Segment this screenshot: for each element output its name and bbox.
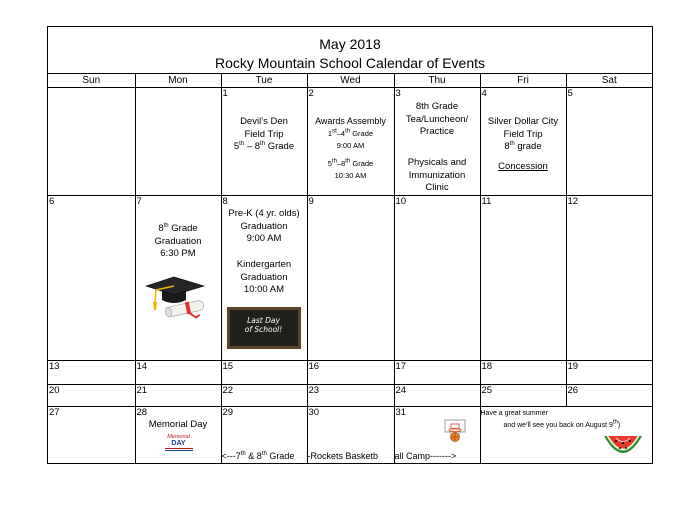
week-row-3 — [48, 361, 652, 385]
weekday-tue: Tue — [221, 74, 307, 88]
calendar-grid — [48, 73, 652, 464]
summer-message-line1: Have a great summer — [480, 410, 548, 417]
event-line: Field Trip — [244, 128, 284, 140]
day-number: 29 — [222, 407, 234, 418]
day-number: 23 — [308, 385, 320, 396]
week-row-4 — [48, 385, 652, 407]
event-line: 10:00 AM — [243, 284, 285, 295]
chalkboard-text: Last Day of School! — [230, 310, 298, 346]
day-cell-empty — [48, 88, 135, 196]
day-cell-15 — [221, 361, 307, 385]
day-cell-7 — [135, 196, 221, 361]
day-number: 2 — [308, 88, 314, 99]
basketball-hoop-icon — [444, 419, 466, 443]
event-line: 10:30 AM — [334, 170, 367, 180]
day-number: 12 — [567, 196, 579, 207]
day-number: 15 — [222, 361, 234, 372]
day-number: 17 — [395, 361, 407, 372]
day-cell-2 — [307, 88, 394, 196]
event-8th-grade-tea — [395, 101, 480, 139]
event-line: Immunization — [408, 169, 466, 181]
day-cell-27 — [48, 407, 135, 464]
day-number: 21 — [136, 385, 148, 396]
day-cell-30 — [307, 407, 394, 464]
day-number: 16 — [308, 361, 320, 372]
day-cell-24 — [394, 385, 480, 407]
day-cell-20 — [48, 385, 135, 407]
day-number: 11 — [481, 196, 492, 207]
event-line: 8th Grade — [415, 101, 459, 112]
event-line: Tea/Luncheon/ — [405, 113, 469, 125]
calendar-title — [48, 27, 652, 73]
day-number: 20 — [49, 385, 60, 396]
event-silver-dollar-city — [481, 116, 566, 173]
day-number: 1 — [222, 88, 228, 99]
event-line: 1st–4th Grade — [327, 128, 374, 138]
summer-message-line2: and we’ll see you back on August 9th) — [503, 419, 621, 429]
weekday-wed: Wed — [307, 74, 394, 88]
weekday-sat: Sat — [566, 74, 652, 88]
day-cell-21 — [135, 385, 221, 407]
weekday-mon: Mon — [135, 74, 221, 88]
calendar-school-title: Rocky Mountain School Calendar of Events — [214, 55, 486, 71]
day-number: 14 — [136, 361, 148, 372]
day-cell-16 — [307, 361, 394, 385]
event-line: Physicals and — [407, 157, 467, 168]
day-number: 5 — [567, 88, 573, 99]
day-cell-14 — [135, 361, 221, 385]
event-concession: Concession — [498, 160, 548, 172]
calendar-month-title: May 2018 — [319, 36, 381, 52]
day-cell-25 — [480, 385, 566, 407]
weekday-thu: Thu — [394, 74, 480, 88]
day-cell-summer-message — [480, 407, 652, 464]
day-number: 3 — [395, 88, 401, 99]
event-line: 5th – 8th Grade — [233, 140, 295, 152]
event-line: Graduation — [240, 220, 288, 232]
event-line: Pre-K (4 yr. olds) — [228, 208, 300, 219]
day-number: 8 — [222, 196, 228, 207]
day-cell-1 — [221, 88, 307, 196]
day-cell-empty — [135, 88, 221, 196]
day-number: 25 — [481, 385, 493, 396]
day-cell-13 — [48, 361, 135, 385]
day-number: 24 — [395, 385, 407, 396]
event-kindergarten-graduation — [222, 259, 307, 297]
day-number: 13 — [49, 361, 60, 372]
day-cell-4 — [480, 88, 566, 196]
day-number: 22 — [222, 385, 234, 396]
event-line: 6:30 PM — [160, 248, 196, 259]
event-line: Clinic — [425, 182, 449, 193]
calendar — [47, 26, 653, 464]
day-number: 18 — [481, 361, 493, 372]
week-row-5 — [48, 407, 652, 464]
event-line: 9:00 AM — [336, 140, 365, 150]
event-line: Field Trip — [503, 128, 543, 140]
basketball-camp-part2: -Rockets Basketb — [307, 450, 379, 461]
basketball-camp-part1: <---7th & 8th Grade — [221, 450, 295, 461]
day-number: 19 — [567, 361, 579, 372]
event-line: 8th grade — [504, 140, 542, 152]
day-cell-12 — [566, 196, 652, 361]
day-number: 30 — [308, 407, 320, 418]
event-line: Kindergarten — [236, 259, 292, 270]
event-devils-den — [222, 116, 307, 154]
day-cell-22 — [221, 385, 307, 407]
basketball-camp-part3: all Camp-------> — [394, 450, 457, 461]
event-memorial-day: Memorial Day — [148, 419, 208, 430]
day-cell-11 — [480, 196, 566, 361]
day-cell-8 — [221, 196, 307, 361]
event-physicals-clinic — [395, 157, 480, 195]
day-cell-10 — [394, 196, 480, 361]
weekday-fri: Fri — [480, 74, 566, 88]
watermelon-icon — [602, 430, 644, 462]
event-line: Awards Assembly — [315, 116, 386, 126]
day-cell-3 — [394, 88, 480, 196]
day-number: 7 — [136, 196, 142, 207]
event-line: Devil’s Den — [240, 116, 288, 127]
event-prek-graduation — [222, 208, 307, 246]
event-line: 9:00 AM — [246, 233, 282, 244]
event-line: Graduation — [154, 235, 202, 247]
day-cell-9 — [307, 196, 394, 361]
day-cell-23 — [307, 385, 394, 407]
event-line: Practice — [419, 126, 455, 137]
day-number: 10 — [395, 196, 407, 207]
weekday-header-row — [48, 74, 652, 88]
event-awards-assembly — [308, 115, 394, 182]
day-cell-6 — [48, 196, 135, 361]
graduation-cap-diploma-icon — [142, 274, 208, 320]
day-number: 9 — [308, 196, 314, 207]
memorial-day-logo: Memorial DAY — [165, 434, 193, 454]
day-cell-31 — [394, 407, 480, 464]
day-number: 27 — [49, 407, 60, 418]
day-number: 31 — [395, 407, 407, 418]
event-line: Graduation — [240, 271, 288, 283]
day-cell-19 — [566, 361, 652, 385]
day-number: 6 — [49, 196, 55, 207]
week-row-2 — [48, 196, 652, 361]
event-line: Silver Dollar City — [487, 116, 559, 127]
day-cell-28 — [135, 407, 221, 464]
day-number: 4 — [481, 88, 487, 99]
event-line: 5th–8th Grade — [327, 158, 374, 168]
day-cell-17 — [394, 361, 480, 385]
week-row-1 — [48, 88, 652, 196]
day-cell-26 — [566, 385, 652, 407]
day-cell-18 — [480, 361, 566, 385]
weekday-sun: Sun — [48, 74, 135, 88]
day-number: 28 — [136, 407, 148, 418]
event-line: 8th Grade — [158, 222, 198, 234]
day-number: 26 — [567, 385, 579, 396]
last-day-chalkboard — [227, 307, 301, 349]
event-8th-grade-graduation — [136, 223, 221, 261]
day-cell-5 — [566, 88, 652, 196]
day-cell-29 — [221, 407, 307, 464]
